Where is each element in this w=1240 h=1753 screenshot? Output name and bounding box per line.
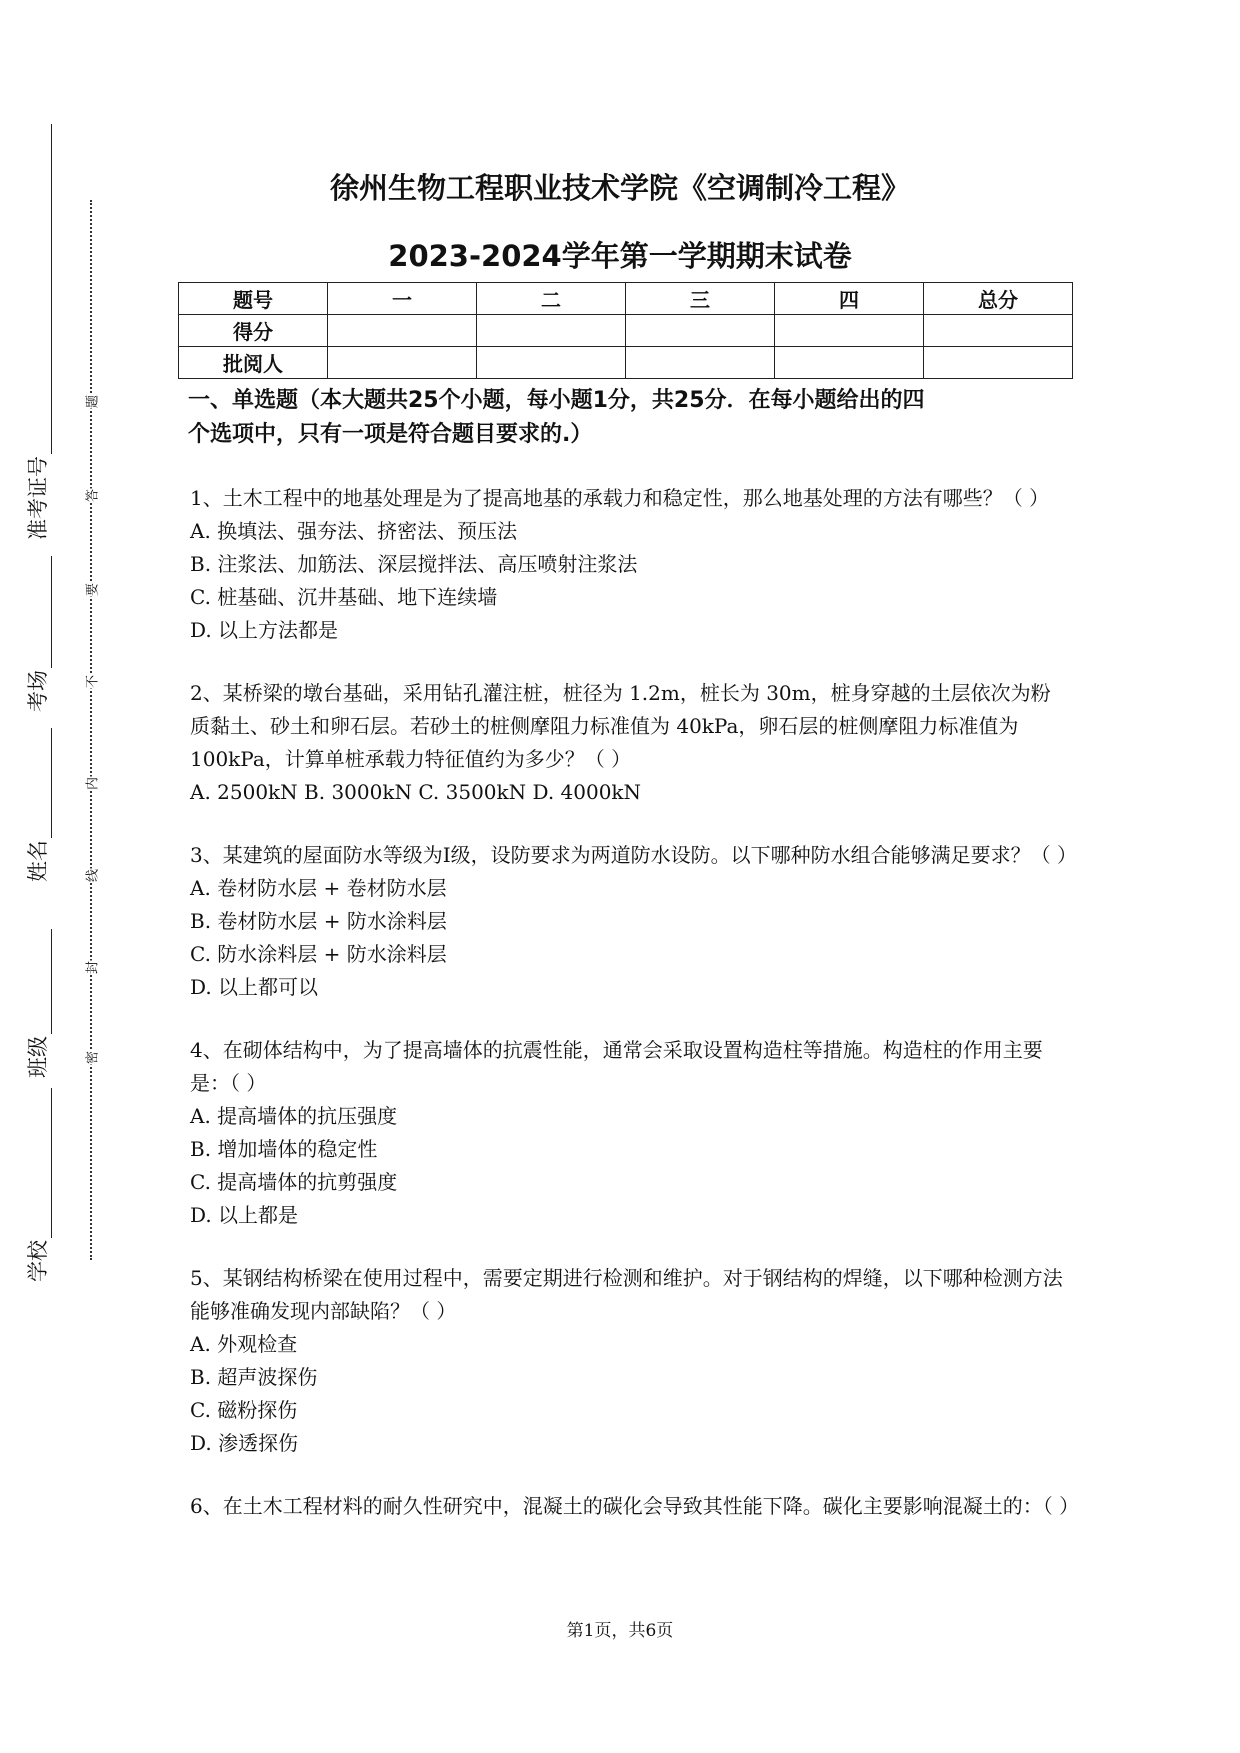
- seal-word: 题: [82, 395, 101, 409]
- grader-cell[interactable]: [775, 347, 924, 379]
- option-d: D. 以上都可以: [190, 975, 319, 999]
- exam-title-line2: 2023-2024学年第一学期期末试卷: [388, 239, 852, 273]
- score-cell[interactable]: [626, 315, 775, 347]
- score-row-label: 得分: [179, 315, 328, 347]
- grader-row-label: 批阅人: [179, 347, 328, 379]
- name-label: 姓名: [26, 840, 50, 882]
- name-underline[interactable]: [33, 728, 52, 838]
- option-d: D. 以上都是: [190, 1203, 299, 1227]
- question-text: 4、在砌体结构中，为了提高墙体的抗震性能，通常会采取设置构造柱等措施。构造柱的作用主要是：（ ）: [190, 1038, 1043, 1095]
- option-a: A. 卷材防水层 + 卷材防水层: [190, 876, 447, 900]
- option-b: B. 增加墙体的稳定性: [190, 1137, 378, 1161]
- seal-word: 线: [82, 869, 101, 883]
- score-row: [179, 315, 1073, 347]
- score-header-cell: 总分: [924, 283, 1073, 315]
- class-label: 班级: [26, 1036, 50, 1078]
- section-heading-line: 个选项中，只有一项是符合题目要求的.）: [188, 422, 593, 447]
- option-b: B. 超声波探伤: [190, 1365, 318, 1389]
- question-3: [190, 839, 1077, 1004]
- option-a: A. 提高墙体的抗压强度: [190, 1104, 398, 1128]
- option-a: A. 外观检查: [190, 1332, 298, 1356]
- question-text: 1、土木工程中的地基处理是为了提高地基的承载力和稳定性，那么地基处理的方法有哪些？（ ）: [190, 486, 1050, 510]
- score-cell[interactable]: [477, 315, 626, 347]
- question-1: [190, 482, 1070, 647]
- grader-cell[interactable]: [626, 347, 775, 379]
- seal-word: 要: [82, 583, 101, 597]
- option-d: D. 以上方法都是: [190, 618, 339, 642]
- score-header-cell: 三: [626, 283, 775, 315]
- section-heading-line: 一、单选题（本大题共25个小题，每小题1分，共25分．在每小题给出的四: [188, 388, 925, 413]
- question-text: 6、在土木工程材料的耐久性研究中，混凝土的碳化会导致其性能下降。碳化主要影响混凝土的：（ ）: [190, 1494, 1080, 1518]
- option-c: C. 磁粉探伤: [190, 1398, 298, 1422]
- option-c: C. 防水涂料层 + 防水涂料层: [190, 942, 447, 966]
- score-header-cell: 一: [328, 283, 477, 315]
- grader-cell[interactable]: [477, 347, 626, 379]
- class-underline[interactable]: [33, 929, 52, 1034]
- grader-cell[interactable]: [328, 347, 477, 379]
- exam-content: [188, 384, 1080, 1523]
- score-cell[interactable]: [775, 315, 924, 347]
- page-footer: 第1页，共6页: [566, 1621, 674, 1641]
- seal-word: 不: [82, 675, 101, 689]
- seal-dotted-line: [90, 200, 92, 1260]
- option-d: D. 渗透探伤: [190, 1431, 299, 1455]
- name-field: [22, 728, 52, 882]
- score-cell[interactable]: [924, 315, 1073, 347]
- school-field: [22, 1088, 52, 1282]
- class-field: [22, 929, 52, 1078]
- score-table: [178, 282, 1073, 379]
- section-heading: [188, 384, 1070, 452]
- option-c: C. 桩基础、沉井基础、地下连续墙: [190, 585, 498, 609]
- exam-room-field: [22, 556, 52, 712]
- options-inline: A. 2500kN B. 3000kN C. 3500kN D. 4000kN: [190, 780, 642, 804]
- score-header-cell: 二: [477, 283, 626, 315]
- exam-title-line1: 徐州生物工程职业技术学院《空调制冷工程》: [329, 171, 910, 205]
- seal-word: 密: [82, 1051, 101, 1065]
- score-header-cell: 四: [775, 283, 924, 315]
- question-4: [190, 1034, 1070, 1232]
- exam-room-underline[interactable]: [33, 556, 52, 668]
- option-a: A. 换填法、强夯法、挤密法、预压法: [190, 519, 518, 543]
- score-table-header-row: [179, 283, 1073, 315]
- score-header-cell: 题号: [179, 283, 328, 315]
- seal-word: 答: [82, 489, 101, 503]
- school-underline[interactable]: [33, 1088, 52, 1238]
- option-c: C. 提高墙体的抗剪强度: [190, 1170, 398, 1194]
- seal-word: 封: [82, 961, 101, 975]
- score-cell[interactable]: [328, 315, 477, 347]
- admission-no-label: 准考证号: [26, 456, 50, 540]
- question-6: [190, 1490, 1080, 1523]
- grader-row: [179, 347, 1073, 379]
- grader-cell[interactable]: [924, 347, 1073, 379]
- option-b: B. 注浆法、加筋法、深层搅拌法、高压喷射注浆法: [190, 552, 638, 576]
- option-b: B. 卷材防水层 + 防水涂料层: [190, 909, 447, 933]
- question-text: 5、某钢结构桥梁在使用过程中，需要定期进行检测和维护。对于钢结构的焊缝，以下哪种检测方法能够准确发现内部缺陷？（ ）: [190, 1266, 1063, 1323]
- school-label: 学校: [26, 1240, 50, 1282]
- exam-room-label: 考场: [26, 670, 50, 712]
- seal-word: 内: [82, 777, 101, 791]
- question-2: [190, 677, 1070, 809]
- question-text: 3、某建筑的屋面防水等级为Ⅰ级，设防要求为两道防水设防。以下哪种防水组合能够满足要求？（ ）: [190, 843, 1077, 867]
- question-5: [190, 1262, 1070, 1460]
- question-text: 2、某桥梁的墩台基础，采用钻孔灌注桩，桩径为 1.2m，桩长为 30m，桩身穿越的土层依次为粉质黏土、砂土和卵石层。若砂土的桩侧摩阻力标准值为 40kPa，卵石层的桩侧摩阻力标准值为 100kPa，计算单桩承载力特征值约为多少？（ ）: [190, 681, 1051, 771]
